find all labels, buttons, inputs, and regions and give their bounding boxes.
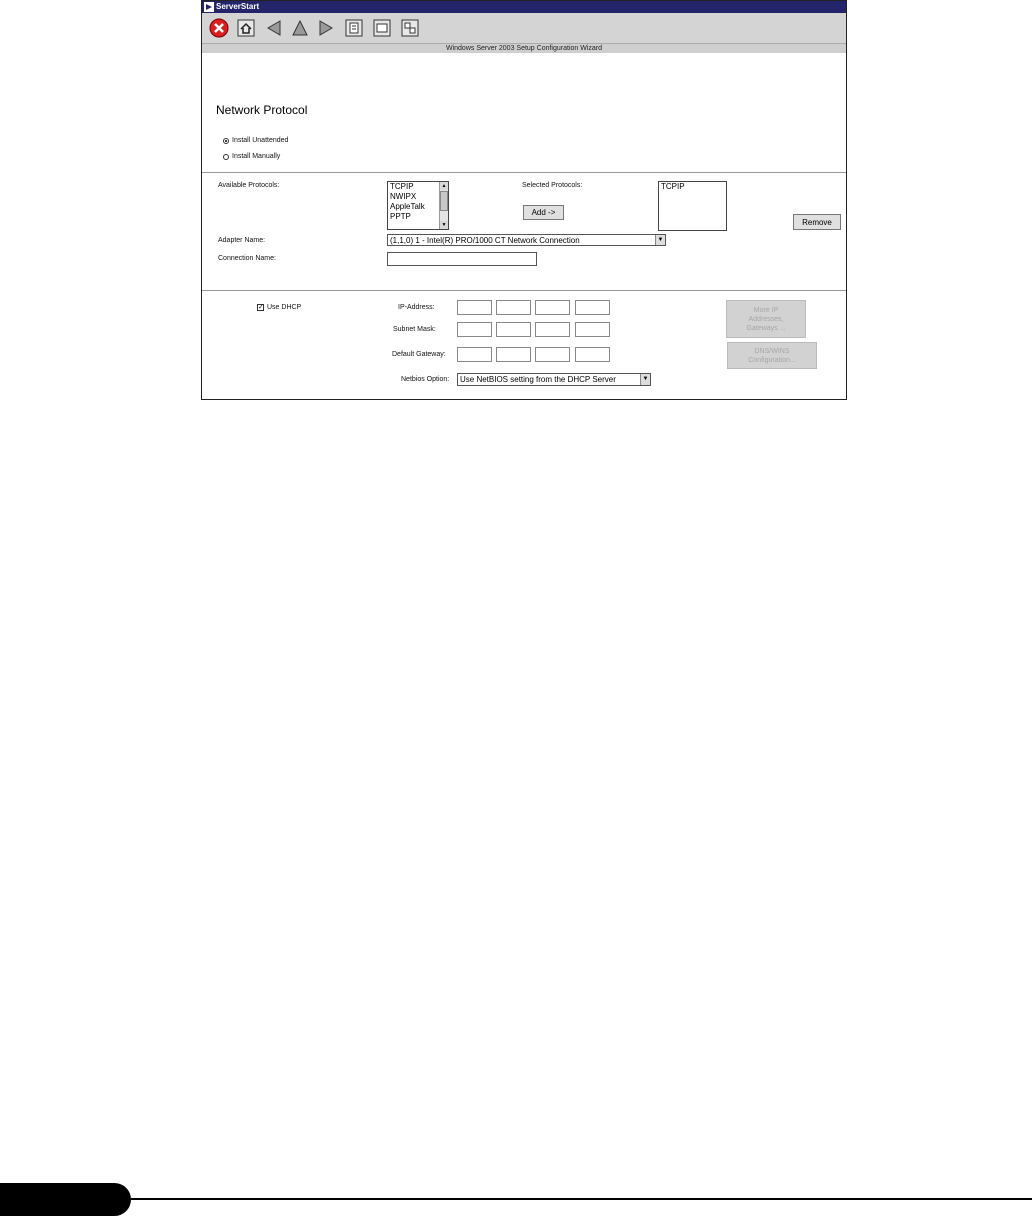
toolbar xyxy=(202,13,846,44)
ip-address-octet-2[interactable] xyxy=(496,300,531,315)
scroll-thumb[interactable] xyxy=(440,191,448,211)
divider xyxy=(202,290,847,291)
ip-address-octet-4[interactable] xyxy=(575,300,610,315)
use-dhcp-label: Use DHCP xyxy=(267,304,302,311)
selected-protocols-list[interactable] xyxy=(658,181,727,231)
window-icon xyxy=(373,19,391,37)
forward-button[interactable] xyxy=(316,18,336,38)
page-footer-tab xyxy=(0,1183,131,1216)
close-icon xyxy=(209,18,229,38)
add-button[interactable]: Add -> xyxy=(523,205,564,220)
install-manually-label: Install Manually xyxy=(232,153,281,160)
close-button[interactable] xyxy=(209,18,229,38)
list-item[interactable]: TCPIP xyxy=(661,182,685,191)
netbios-option-value: Use NetBIOS setting from the DHCP Server xyxy=(460,375,616,384)
install-unattended-label: Install Unattended xyxy=(232,137,289,144)
up-button[interactable] xyxy=(290,18,310,38)
available-protocols-list[interactable] xyxy=(387,181,449,230)
subnet-mask-octet-3[interactable] xyxy=(535,322,570,337)
default-gateway-label: Default Gateway: xyxy=(392,351,446,358)
ip-address-octet-1[interactable] xyxy=(457,300,492,315)
title-bar xyxy=(202,1,846,13)
dns-line-1: DNS/WINS xyxy=(754,347,790,355)
serverstart-window xyxy=(201,0,847,400)
netbios-option-label: Netbios Option: xyxy=(401,376,450,383)
more-ip-line-1: More IP xyxy=(753,306,779,314)
connection-name-input[interactable] xyxy=(387,252,537,266)
divider xyxy=(202,172,847,173)
remove-button[interactable]: Remove xyxy=(793,214,841,230)
back-button[interactable] xyxy=(264,18,284,38)
scrollbar[interactable] xyxy=(439,182,448,229)
adapter-name-select[interactable] xyxy=(387,234,666,246)
connection-name-label: Connection Name: xyxy=(218,255,276,262)
up-icon xyxy=(291,19,309,37)
install-manually-option[interactable] xyxy=(223,153,343,162)
scroll-down-icon[interactable]: ▼ xyxy=(441,222,447,228)
window-button[interactable] xyxy=(372,18,392,38)
wizard-title-bar: Windows Server 2003 Setup Configuration Wizard xyxy=(202,44,846,53)
default-gateway-octet-1[interactable] xyxy=(457,347,492,362)
subnet-mask-octet-2[interactable] xyxy=(496,322,531,337)
home-button[interactable] xyxy=(236,18,256,38)
default-gateway-octet-4[interactable] xyxy=(575,347,610,362)
page-footer-rule xyxy=(131,1198,1032,1200)
install-unattended-radio[interactable] xyxy=(223,138,229,144)
default-gateway-octet-2[interactable] xyxy=(496,347,531,362)
subnet-mask-octet-4[interactable] xyxy=(575,322,610,337)
netbios-option-select[interactable] xyxy=(457,373,651,386)
document-icon xyxy=(345,19,363,37)
use-dhcp-option[interactable] xyxy=(257,304,327,313)
list-item[interactable]: PPTP xyxy=(390,212,411,221)
list-item[interactable]: NWIPX xyxy=(390,192,417,201)
list-item[interactable]: AppleTalk xyxy=(390,202,425,211)
dns-line-2: Configuration... xyxy=(748,356,796,364)
chevron-down-icon[interactable]: ▼ xyxy=(655,235,665,245)
more-ip-line-3: Gateways ... xyxy=(746,324,786,332)
install-manually-radio[interactable] xyxy=(223,154,229,160)
chevron-down-icon[interactable]: ▼ xyxy=(640,374,650,385)
more-ip-addresses-button[interactable] xyxy=(726,300,806,338)
scroll-up-icon[interactable]: ▲ xyxy=(441,183,447,189)
default-gateway-octet-3[interactable] xyxy=(535,347,570,362)
page-title: Network Protocol xyxy=(216,103,308,117)
list-item[interactable]: TCPIP xyxy=(390,182,414,191)
wizard-content xyxy=(202,53,846,400)
adapter-name-value: (1,1,0) 1 - Intel(R) PRO/1000 CT Network Connection xyxy=(390,236,580,245)
window-title: ServerStart xyxy=(216,2,260,11)
ip-address-octet-3[interactable] xyxy=(535,300,570,315)
back-icon xyxy=(265,19,283,37)
selected-protocols-label: Selected Protocols: xyxy=(522,182,583,189)
tile-icon xyxy=(401,19,419,37)
ip-address-label: IP-Address: xyxy=(398,304,435,311)
dns-wins-configuration-button[interactable] xyxy=(727,342,817,369)
adapter-name-label: Adapter Name: xyxy=(218,237,266,244)
more-ip-line-2: Addresses, xyxy=(748,315,784,323)
forward-icon xyxy=(317,19,335,37)
app-icon xyxy=(204,2,214,12)
subnet-mask-octet-1[interactable] xyxy=(457,322,492,337)
use-dhcp-checkbox[interactable]: ✓ xyxy=(258,304,264,311)
tile-button[interactable] xyxy=(400,18,420,38)
subnet-mask-label: Subnet Mask: xyxy=(393,326,436,333)
install-unattended-option[interactable] xyxy=(223,137,343,146)
home-icon xyxy=(237,19,255,37)
document-button[interactable] xyxy=(344,18,364,38)
available-protocols-label: Available Protocols: xyxy=(218,182,280,189)
